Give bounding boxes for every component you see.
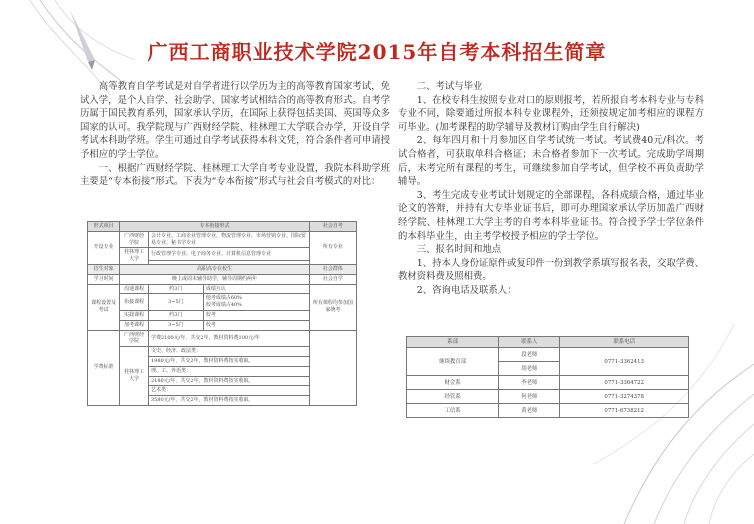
table-cell: 校考 <box>203 320 309 330</box>
table-cell: 1980元/年，共交2年，教材资料费按实收取。 <box>148 356 309 366</box>
table-row <box>407 348 689 362</box>
table-header: 形式项目 <box>88 222 120 232</box>
table-header: 系部 <box>407 337 499 348</box>
section-2-item-2: 2、每年四月和十月参加区自学考试统一考试。考试费40元/科次。考试合格者，可获取单科合格证；未合格者参加下一次考试。完成助学周期后，未考完所有课程的考生，可继续参加自学考试，但学校不再负责助学辅导。 <box>398 135 704 188</box>
table-cell: 桂林理工大学 <box>120 248 149 265</box>
table-cell: 校考 <box>203 310 309 320</box>
table-cell: 广西财经学院 <box>120 231 149 248</box>
table-cell: 段老师 <box>499 348 560 362</box>
table-cell: 学费2100元/年，共交2年，教材资料费100元/年 <box>148 330 309 347</box>
table-cell: 何老师 <box>499 390 560 404</box>
section-3-item-2: 2、咨询电话及联系人： <box>416 284 517 296</box>
table-cell: 衔接课程 <box>120 294 149 311</box>
table-cell: 3~5门 <box>148 294 203 311</box>
table-header: 专本衔接形式 <box>120 222 309 232</box>
exam-ratio: 他考成绩占60% <box>205 295 242 302</box>
table-cell: 所有课程均参加国家统考 <box>309 284 356 330</box>
section-3-heading: 三、报名时间和地点 <box>416 244 502 256</box>
table-cell: 成绩互认 <box>203 284 309 294</box>
table-cell: 0771-3364722 <box>560 376 689 390</box>
section-2-item-3: 3、考生完成专业考试计划规定的全部课程，各科成绩合格，通过毕业论文的答辩，并持有大专毕业证书后，即可办理国家承认学历加盖广西财经学院、桂林理工大学主考的自考本科毕业证书。符合授予学士学位条件的本科毕业生，由主考学校授予相应的学士学位。 <box>398 189 705 242</box>
table-cell: 约3门 <box>148 310 203 320</box>
row-label: 学费标准 <box>88 330 120 405</box>
intro-paragraph: 高等教育自学考试是对自学者进行以学历为主的高等教育国家考试，免试入学，是个人自学、社会助学、国家考试相结合的高等教育形式。自考学历属于国民教育系列，国家承认学历，在国际上获得包括美国、英国等众多国家的认可。我学院现与广西财经学院、桂林理工大学联合办学，开设自学考试本科助学班。学生可通过自学考试获得本科文凭，符合条件者可申请授予相应的学士学位。 <box>80 81 390 160</box>
table-cell: 李老师 <box>499 376 560 390</box>
table-cell: 加考课程 <box>120 320 149 330</box>
table-cell: 0771-6738212 <box>560 404 689 418</box>
right-column <box>398 80 704 298</box>
table-row <box>407 390 689 404</box>
table-cell: 2180元/年，共交2年，教材资料费按实收取。 <box>148 376 309 386</box>
table-cell: 约3门 <box>148 284 203 294</box>
table-header: 联系人 <box>499 337 560 348</box>
table-cell: 社会自学 <box>309 274 356 284</box>
table-cell: 沟通课程 <box>120 284 149 294</box>
table-header: 联系电话 <box>560 337 689 348</box>
section-1-paragraph: 一、根据广西财经学院、桂林理工大学自考专业设置，我院本科助学班主要是“专本衔接”形式。下表为“专本衔接”形式与社会自考模式的对比： <box>80 162 390 188</box>
table-cell: 0771-3362413 <box>560 348 689 376</box>
table-cell: 3580元/年，共交2年，教材资料费按实收取。 <box>148 396 309 406</box>
page-title: 广西工商职业技术学院2015年自考本科招生简章 <box>147 40 607 64</box>
table-cell: 继续教育部 <box>407 348 499 376</box>
table-cell: 会计专业、工商企业管理专业、物流管理专业、市场营销专业、国际贸易专业、秘书学专业 <box>148 231 309 248</box>
table-cell: 艺术类： <box>148 386 309 396</box>
table-cell <box>309 330 356 405</box>
table-header: 社会自考 <box>309 222 356 232</box>
row-label: 开设专业 <box>88 231 120 264</box>
table-cell: 胡老师 <box>499 362 560 376</box>
section-3-item-1: 1、持本人身份证原件或复印件一份到教学系填写报名表，交取学费、教材资料费及照相费。 <box>398 257 705 283</box>
table-cell: 所有专业 <box>309 231 356 264</box>
table-cell: 经管系 <box>407 390 499 404</box>
left-column <box>80 80 390 189</box>
section-2-item-1: 1、在校专科生按照专业对口的原则报考，若所报自考本科专业与专科专业不同，除要通过所报本科专业课程外，还须按规定加考相应的课程方可毕业。(加考课程的助学辅导及教材订购由学生自行解决) <box>398 94 705 133</box>
table-cell: 理、工、外语类： <box>148 366 309 376</box>
table-cell: 0771-3274378 <box>560 390 689 404</box>
table-row <box>407 376 689 390</box>
table-cell: 高职高专在校生 <box>120 264 309 274</box>
table-cell: 工信系 <box>407 404 499 418</box>
table-cell: 社会群体 <box>309 264 356 274</box>
contact-table <box>406 336 689 418</box>
comparison-table <box>87 221 357 406</box>
table-cell: 财会系 <box>407 376 499 390</box>
table-cell: 广西财经学院 <box>120 330 149 347</box>
table-cell: 桂林理工大学 <box>120 347 149 406</box>
table-cell <box>203 294 309 311</box>
table-cell: 3~5门 <box>148 320 203 330</box>
table-cell: 文史、经济、政法类： <box>148 347 309 357</box>
table-cell: 晚上或周末辅导助学，辅导周期约两年 <box>120 274 309 284</box>
table-cell: 行政管理学专业、电子商务专业、计算机信息管理专业 <box>148 248 309 261</box>
table-cell: 实践课程 <box>120 310 149 320</box>
section-2-heading: 二、考试与毕业 <box>416 81 483 92</box>
table-row <box>407 404 689 418</box>
row-label: 学习时间 <box>88 274 120 284</box>
table-cell: 黄老师 <box>499 404 560 418</box>
row-label: 课程设置及考试 <box>88 284 120 330</box>
row-label: 招生对象 <box>88 264 120 274</box>
exam-ratio: 校考成绩占40% <box>205 302 242 309</box>
